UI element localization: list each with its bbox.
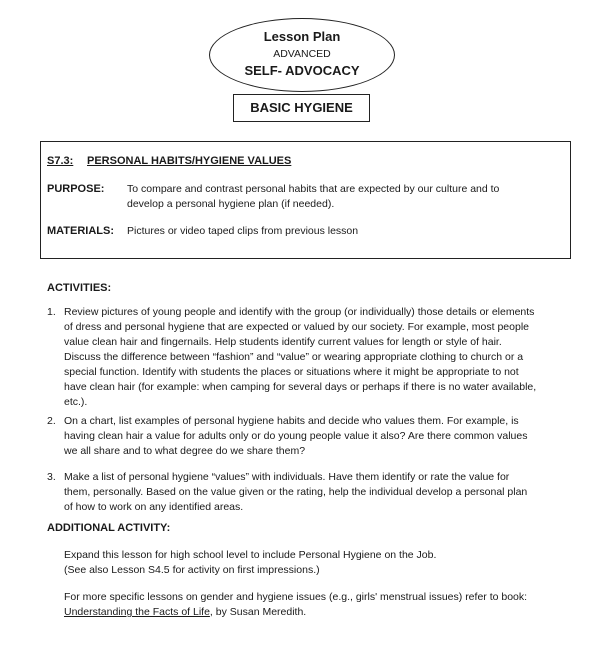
activity-1-line: Review pictures of young people and identify with the group (or individually) those details or elements bbox=[64, 306, 535, 318]
lesson-plan-oval bbox=[209, 18, 395, 92]
activity-2-text bbox=[64, 414, 527, 459]
activity-1-line: special function. Identify with students the places or situations where it might be appropriate to not bbox=[64, 366, 519, 378]
activity-2-number: 2. bbox=[47, 415, 56, 427]
topic-box: BASIC HYGIENE bbox=[233, 94, 370, 122]
additional-para-2 bbox=[64, 590, 527, 620]
oval-title: Lesson Plan bbox=[263, 29, 341, 44]
purpose-line-2: develop a personal hygiene plan (if needed). bbox=[127, 198, 335, 210]
oval-subject: SELF- ADVOCACY bbox=[244, 63, 360, 78]
activity-3-number: 3. bbox=[47, 471, 56, 483]
activity-3-line: Make a list of personal hygiene “values” with individuals. Have them identify or rate the value for bbox=[64, 471, 510, 483]
activity-1-line: etc.). bbox=[64, 396, 88, 408]
additional-para-1 bbox=[64, 548, 436, 578]
additional-line: Expand this lesson for high school level to include Personal Hygiene on the Job. bbox=[64, 549, 437, 561]
activity-2-line: we all share and to what degree do we share them? bbox=[64, 445, 306, 457]
oval-level: ADVANCED bbox=[273, 48, 331, 60]
materials-text: Pictures or video taped clips from previous lesson bbox=[127, 225, 359, 237]
book-reference bbox=[64, 605, 527, 620]
activity-2-line: On a chart, list examples of personal hygiene habits and decide who values them. For example, is bbox=[64, 415, 519, 427]
additional-line: (See also Lesson S4.5 for activity on first impressions.) bbox=[64, 564, 320, 576]
purpose-label: PURPOSE: bbox=[47, 183, 105, 195]
activity-3-text bbox=[64, 470, 527, 515]
lesson-title: PERSONAL HABITS/HYGIENE VALUES bbox=[87, 155, 292, 167]
activity-2-line: having clean hair a value for adults only or do young people value it also? Are there common values bbox=[64, 430, 528, 442]
activity-1-number: 1. bbox=[47, 306, 56, 318]
activity-1-line: have clean hair (for example: when camping for several days or perhaps if there is no water available, bbox=[64, 381, 537, 393]
activity-1-text bbox=[64, 305, 536, 410]
activity-1-line: Discuss the difference between “fashion” and “value” or wearing appropriate clothing to church or a bbox=[64, 351, 524, 363]
activity-3-line: them, personally. Based on the value given or the rating, help the individual develop a personal plan bbox=[64, 486, 528, 498]
book-author: , by Susan Meredith. bbox=[209, 606, 307, 618]
activity-1-line: of dress and personal hygiene that are expected or valued by our society. For example, most people bbox=[64, 321, 529, 333]
activity-3-line: of how to work on any identified areas. bbox=[64, 501, 244, 513]
additional-line: For more specific lessons on gender and hygiene issues (e.g., girls' menstrual issues) refer to book: bbox=[64, 591, 528, 603]
purpose-line-1: To compare and contrast personal habits that are expected by our culture and to bbox=[127, 183, 500, 195]
materials-label: MATERIALS: bbox=[47, 225, 115, 237]
activities-heading: ACTIVITIES: bbox=[47, 282, 112, 294]
additional-activity-heading: ADDITIONAL ACTIVITY: bbox=[47, 522, 171, 534]
lesson-code: S7.3: bbox=[47, 155, 74, 167]
book-title: Understanding the Facts of Life bbox=[64, 606, 210, 618]
activity-1-line: value clean hair and fingernails. Help students identify current values for length or style of hair. bbox=[64, 336, 502, 348]
